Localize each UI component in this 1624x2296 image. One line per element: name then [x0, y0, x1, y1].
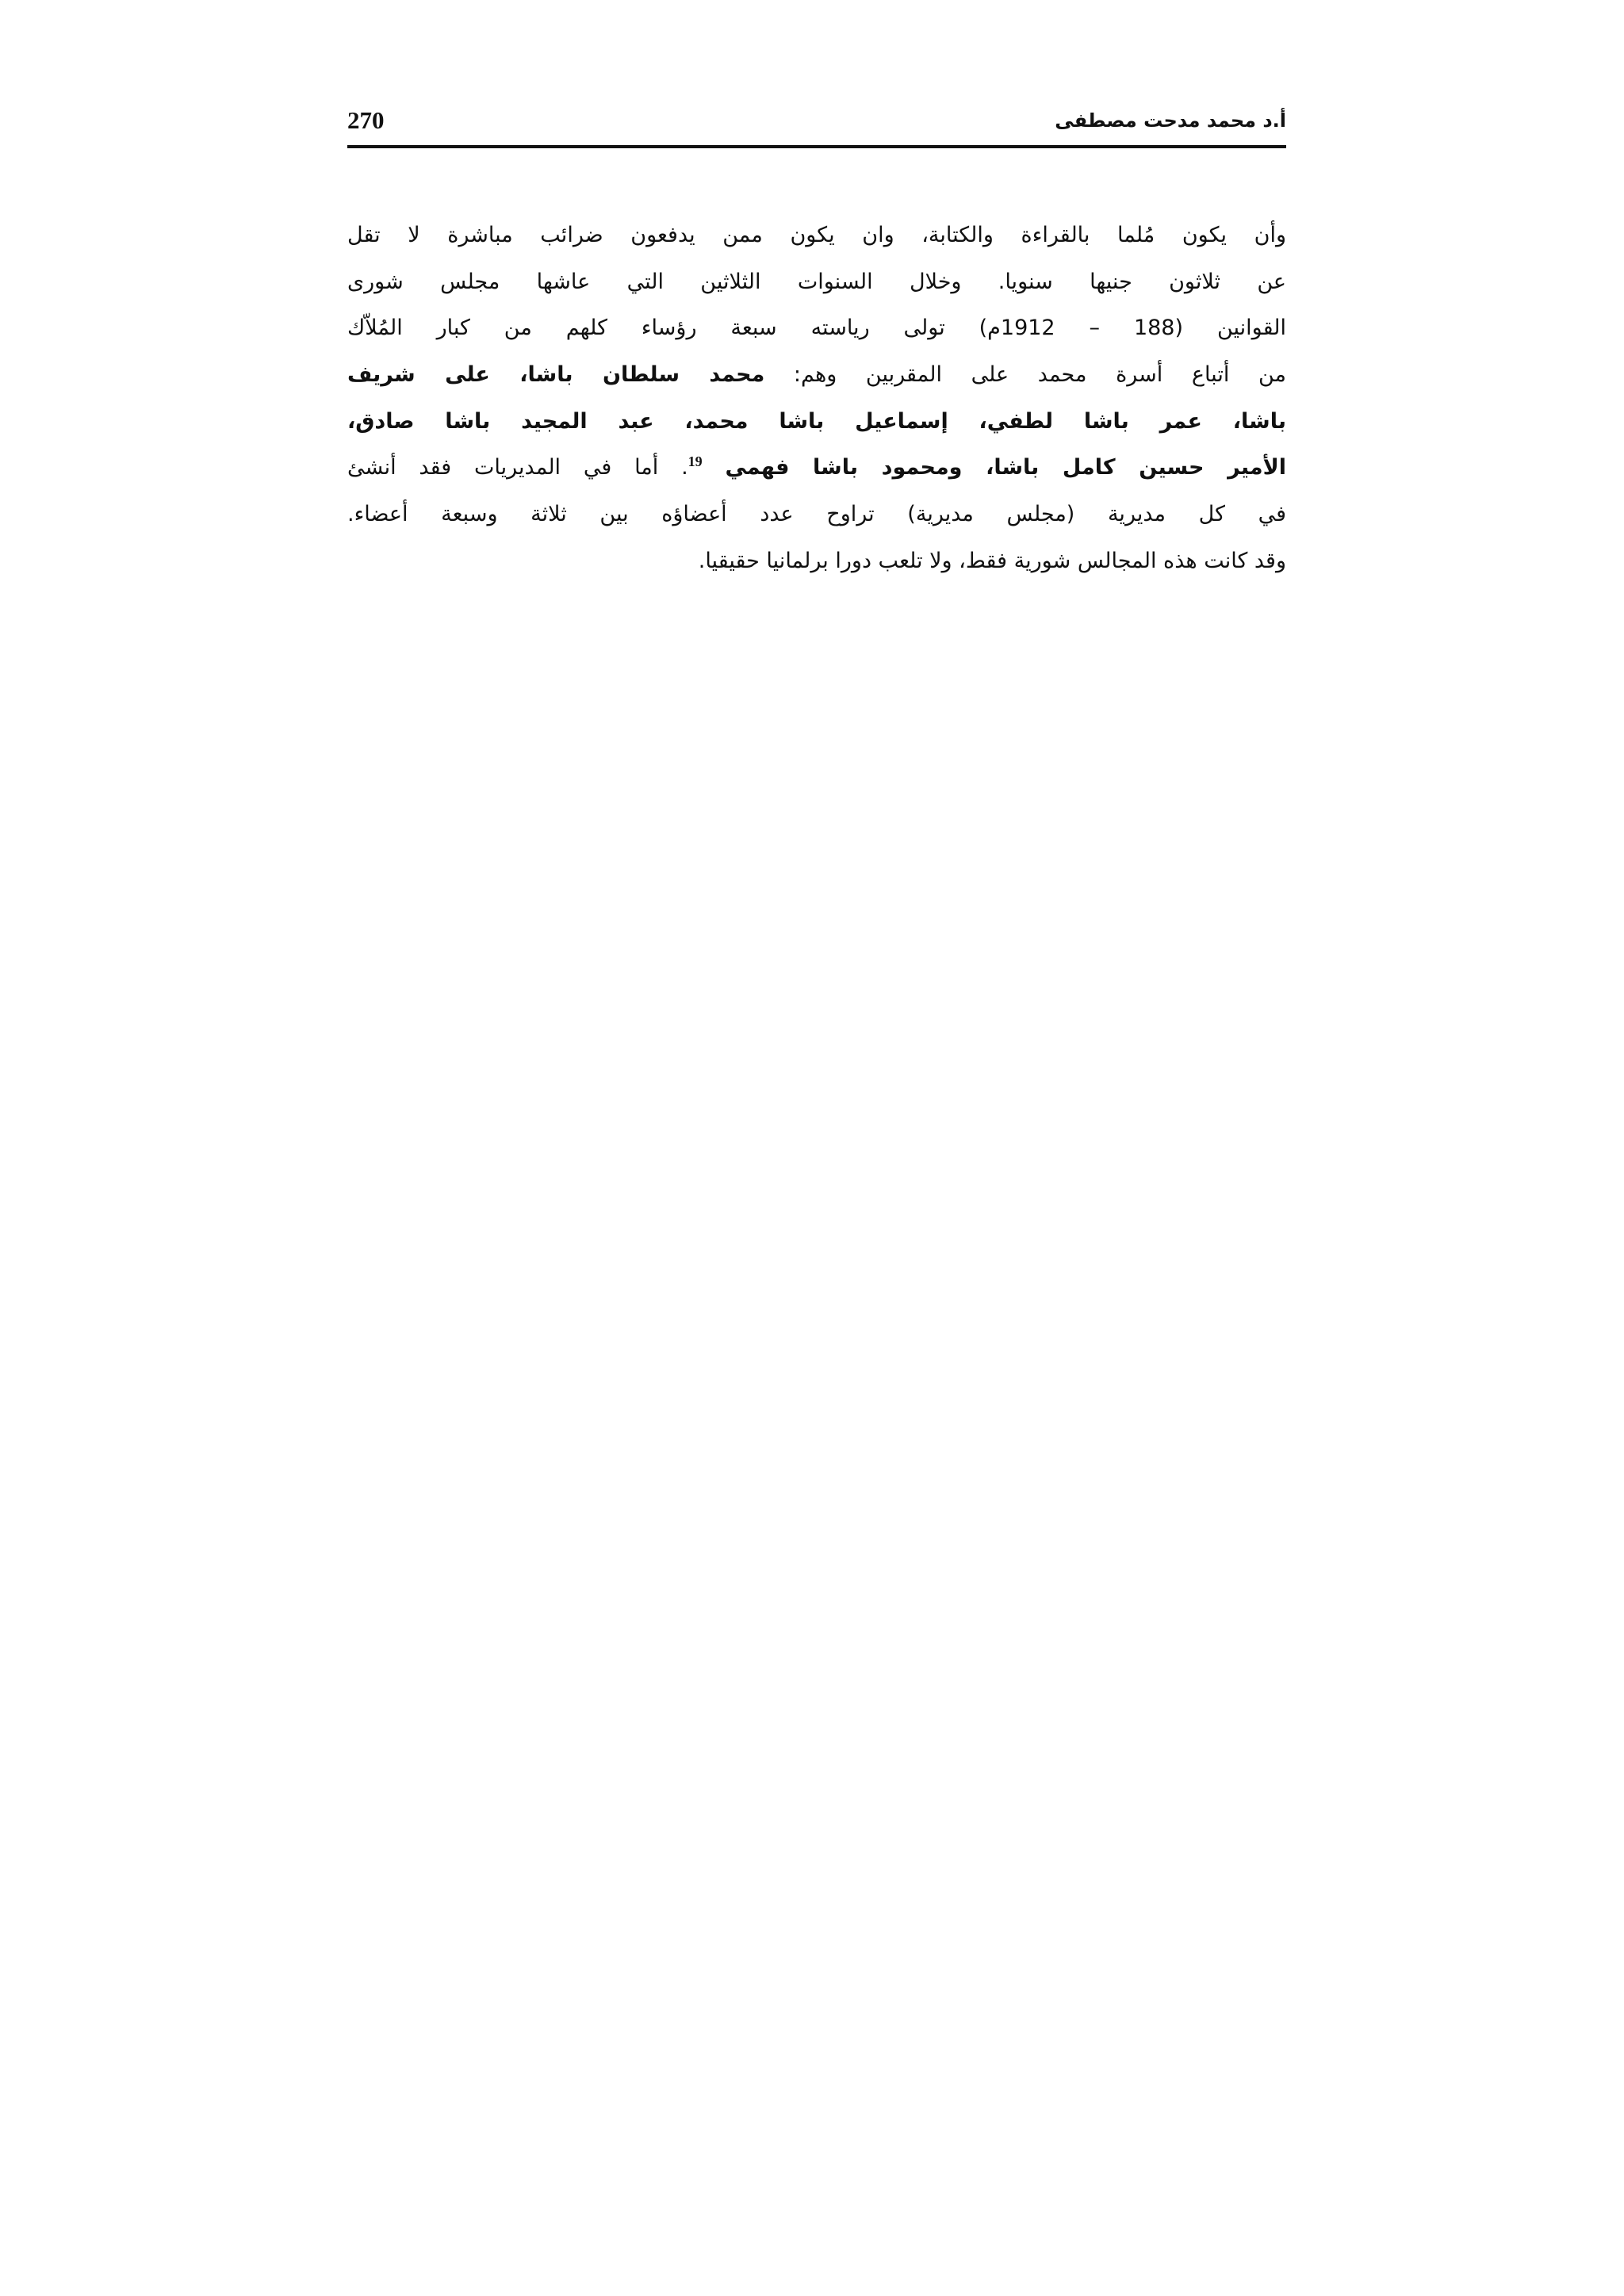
paragraph-line-6: الأمير حسين كامل باشا، ومحمود باشا فهمي $^{19}$. أما في المديريات فقد أنشئ: [347, 453, 1286, 480]
paragraph-line-1: وأن يكون مُلما بالقراءة والكتابة، وان يكون ممن يدفعون ضرائب مباشرة لا تقل: [347, 223, 1286, 247]
paragraph-line-5: باشا، عمر باشا لطفي، إسماعيل باشا محمد، عبد المجيد باشا صادق،: [347, 408, 1286, 434]
body-paragraph: [347, 212, 1286, 585]
footnote-reference[interactable]: 19: [688, 453, 703, 470]
paragraph-line-2: عن ثلاثون جنيها سنويا. وخلال السنوات الثلاثين التي عاشها مجلس شورى: [347, 269, 1286, 294]
paragraph-line-7: في كل مديرية (مجلس مديرية) تراوح عدد أعضاؤه بين ثلاثة وسبعة أعضاء.: [347, 502, 1286, 527]
bold-names: محمد سلطان باشا، على شريف: [347, 362, 765, 388]
bold-names: الأمير حسين كامل باشا، ومحمود باشا فهمي: [725, 455, 1286, 480]
running-head-author: أ.د محمد مدحت مصطفى: [1055, 109, 1286, 132]
paragraph-line-8: وقد كانت هذه المجالس شورية فقط، ولا تلعب دورا برلمانيا حقيقيا.: [698, 548, 1286, 573]
paragraph-line-4: من أتباع أسرة محمد على المقربين وهم: محمد سلطان باشا، على شريف: [347, 362, 1286, 388]
header-rule: [347, 145, 1286, 148]
page-number: 270: [347, 106, 385, 134]
paragraph-line-3: القوانين (188 – 1912م) تولى رياسته سبعة رؤساء كلهم من كبار المُلاّك: [347, 316, 1287, 341]
page-header: [347, 105, 1286, 144]
